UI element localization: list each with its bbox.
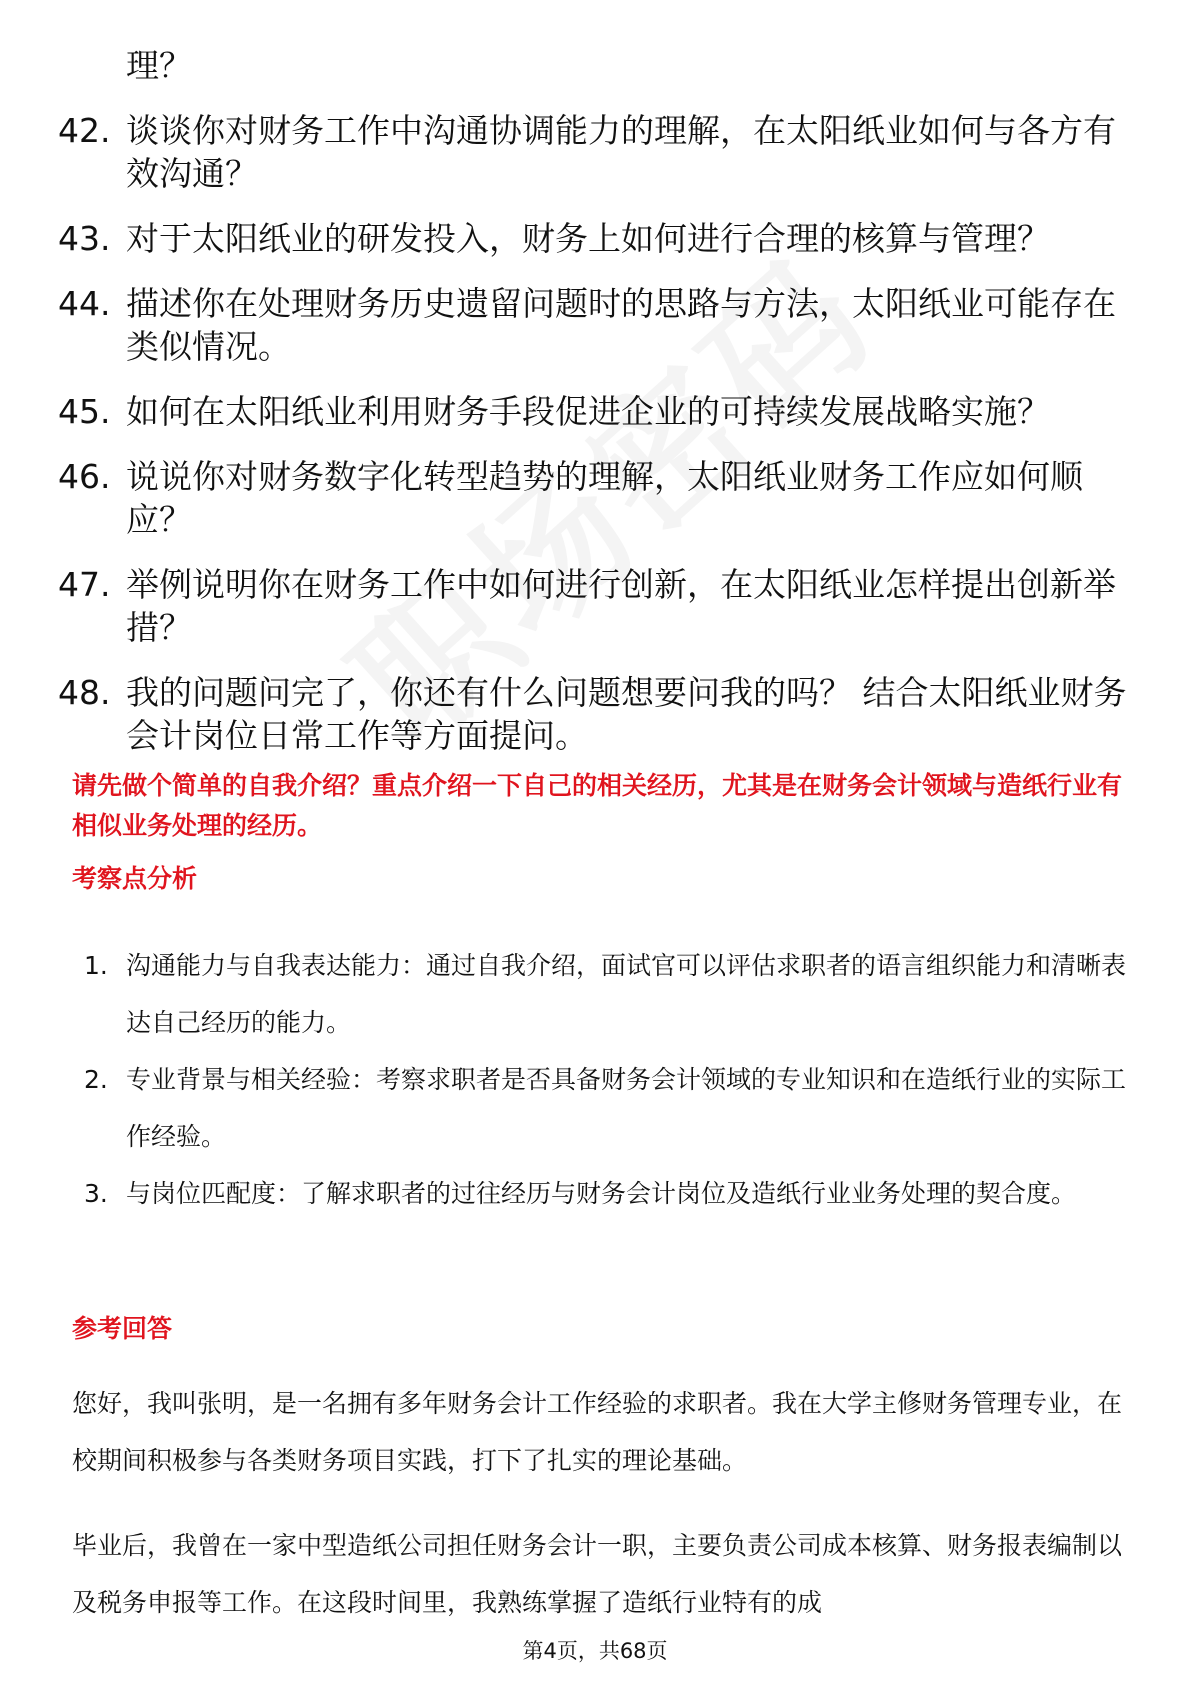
question-item	[58, 671, 1138, 757]
question-number: 43.	[58, 219, 111, 258]
analysis-item	[84, 1051, 1134, 1165]
analysis-text: 沟通能力与自我表达能力：通过自我介绍，面试官可以评估求职者的语言组织能力和清晰表达自己经历的能力。	[126, 951, 1127, 1037]
analysis-item	[84, 937, 1134, 1051]
answer-paragraph: 您好，我叫张明，是一名拥有多年财务会计工作经验的求职者。我在大学主修财务管理专业，在校期间积极参与各类财务项目实践，打下了扎实的理论基础。	[72, 1389, 1123, 1475]
question-number: 42.	[58, 111, 111, 150]
question-item	[58, 282, 1138, 368]
question-text: 对于太阳纸业的研发投入，财务上如何进行合理的核算与管理？	[126, 219, 1050, 258]
question-number: 47.	[58, 565, 111, 604]
question-item	[58, 563, 1138, 649]
question-text: 我的问题问完了，你还有什么问题想要问我的吗？ 结合太阳纸业财务会计岗位日常工作等方面提问。	[126, 673, 1127, 755]
question-text: 理？	[126, 46, 192, 85]
analysis-number: 3.	[84, 1179, 108, 1208]
analysis-text: 专业背景与相关经验：考察求职者是否具备财务会计领域的专业知识和在造纸行业的实际工作经验。	[126, 1065, 1127, 1151]
question-number: 48.	[58, 673, 111, 712]
question-text: 举例说明你在财务工作中如何进行创新，在太阳纸业怎样提出创新举措？	[126, 565, 1116, 647]
analysis-heading: 考察点分析	[72, 864, 198, 893]
question-item	[58, 109, 1138, 195]
question-text: 如何在太阳纸业利用财务手段促进企业的可持续发展战略实施？	[126, 392, 1050, 431]
analysis-text: 与岗位匹配度：了解求职者的过往经历与财务会计岗位及造纸行业业务处理的契合度。	[126, 1179, 1077, 1208]
section-question: 请先做个简单的自我介绍？重点介绍一下自己的相关经历，尤其是在财务会计领域与造纸行业有相似业务处理的经历。	[72, 771, 1123, 840]
question-number: 46.	[58, 457, 111, 496]
question-text: 说说你对财务数字化转型趋势的理解，太阳纸业财务工作应如何顺应？	[126, 457, 1083, 539]
question-list	[58, 44, 1138, 779]
page-footer: 第4页，共68页	[522, 1639, 668, 1663]
answer-heading: 参考回答	[72, 1314, 173, 1343]
question-item	[58, 455, 1138, 541]
analysis-number: 1.	[84, 951, 108, 980]
question-item	[58, 44, 1138, 87]
question-text: 描述你在处理财务历史遗留问题时的思路与方法，太阳纸业可能存在类似情况。	[126, 284, 1116, 366]
question-item	[58, 390, 1138, 433]
question-text: 谈谈你对财务工作中沟通协调能力的理解，在太阳纸业如何与各方有效沟通？	[126, 111, 1116, 193]
answer-paragraph: 毕业后，我曾在一家中型造纸公司担任财务会计一职，主要负责公司成本核算、财务报表编制以及税务申报等工作。在这段时间里，我熟练掌握了造纸行业特有的成	[72, 1531, 1123, 1617]
question-number: 45.	[58, 392, 111, 431]
question-number: 44.	[58, 284, 111, 323]
analysis-number: 2.	[84, 1065, 108, 1094]
analysis-list	[84, 937, 1134, 1222]
question-item	[58, 217, 1138, 260]
analysis-item	[84, 1165, 1134, 1222]
